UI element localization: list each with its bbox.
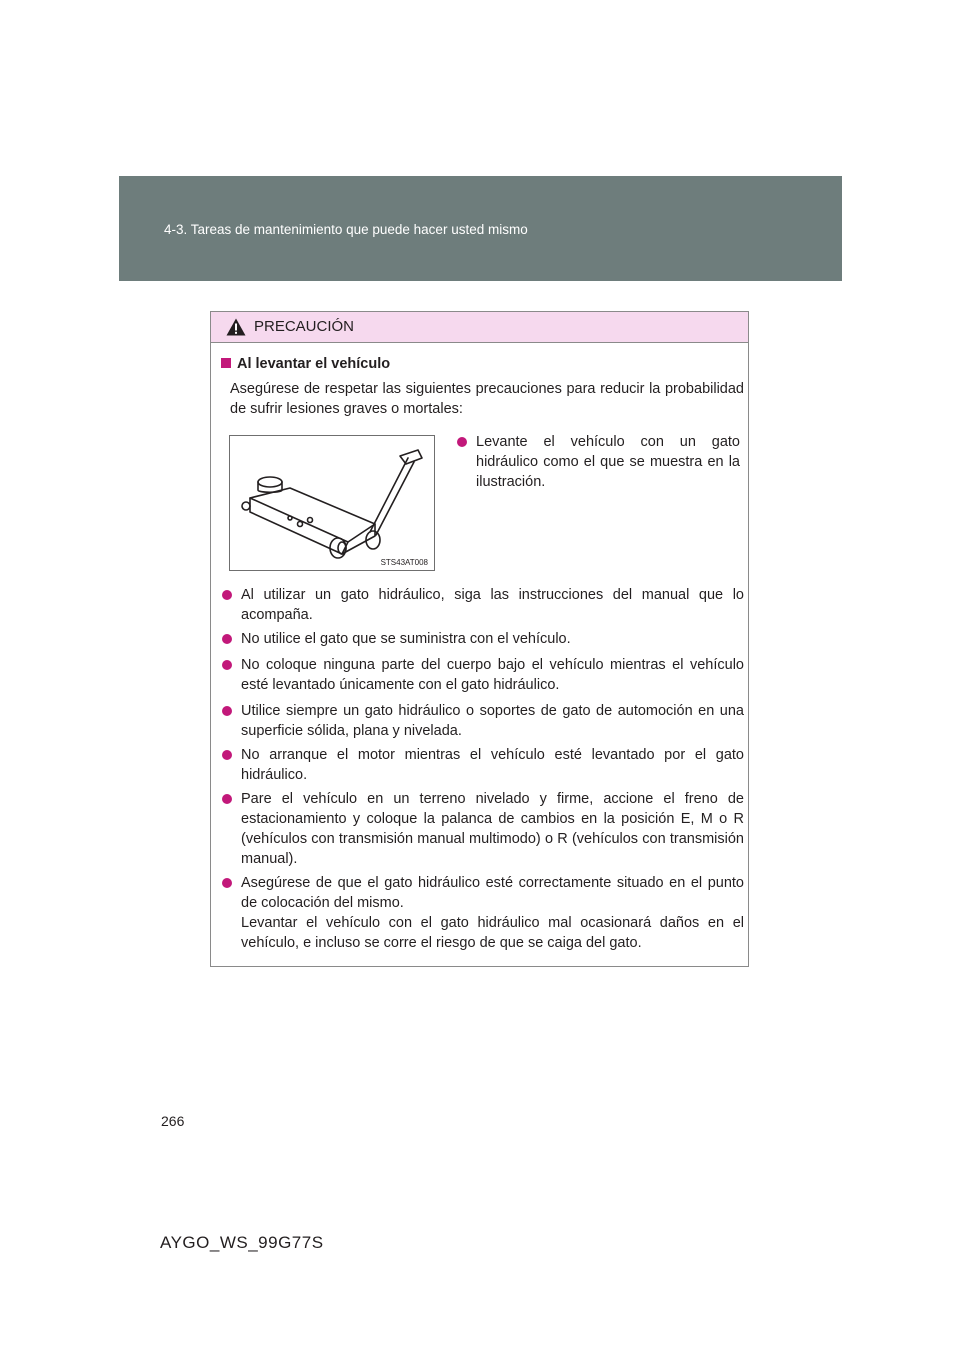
round-bullet-icon: [222, 660, 232, 670]
list-item: Asegúrese de que el gato hidráulico esté correctamente situado en el punto de colocación del mismo. Levantar el vehículo con el gato hidráulico mal ocasionará daños en el vehículo, e incluso se corre el riesgo de que se caiga del gato.: [222, 873, 744, 953]
caution-box: [210, 311, 749, 967]
round-bullet-icon: [222, 590, 232, 600]
list-item: No coloque ninguna parte del cuerpo bajo el vehículo mientras el vehículo esté levantado únicamente con el gato hidráulico.: [222, 655, 744, 695]
list-item: No utilice el gato que se suministra con el vehículo.: [222, 629, 744, 649]
caution-header: [211, 312, 748, 343]
list-item: No arranque el motor mientras el vehículo esté levantado por el gato hidráulico.: [222, 745, 744, 785]
list-item: Levante el vehículo con un gato hidráulico como el que se muestra en la ilustración.: [457, 432, 740, 492]
round-bullet-icon: [222, 706, 232, 716]
caution-title: PRECAUCIÓN: [254, 318, 355, 335]
page-number: 266: [161, 1113, 185, 1129]
section-heading: [221, 356, 390, 372]
round-bullet-icon: [222, 878, 232, 888]
chapter-title: 4-3. Tareas de mantenimiento que puede hacer usted mismo: [164, 222, 528, 237]
round-bullet-icon: [457, 437, 467, 447]
round-bullet-icon: [222, 794, 232, 804]
square-bullet-icon: [221, 358, 231, 368]
document-code: AYGO_WS_99G77S: [160, 1233, 324, 1252]
intro-paragraph: Asegúrese de respetar las siguientes precauciones para reducir la probabilidad de sufrir lesiones graves o mortales:: [230, 381, 744, 417]
hydraulic-jack-icon: [230, 436, 434, 570]
section-title: Al levantar el vehículo: [237, 356, 391, 372]
figure-label: STS43AT008: [380, 558, 428, 567]
list-item: Al utilizar un gato hidráulico, siga las instrucciones del manual que lo acompaña.: [222, 585, 744, 625]
list-item: Pare el vehículo en un terreno nivelado y firme, accione el freno de estacionamiento y coloque la palanca de cambios en la posición E, M o R (vehículos con transmisión manual multimodo) o R (vehículos con transmisión manual).: [222, 789, 744, 869]
round-bullet-icon: [222, 634, 232, 644]
jack-illustration: [229, 435, 435, 571]
list-item: Utilice siempre un gato hidráulico o soportes de gato de automoción en una superficie sólida, plana y nivelada.: [222, 701, 744, 741]
round-bullet-icon: [222, 750, 232, 760]
chapter-header: [119, 176, 842, 281]
warning-triangle-icon: [226, 318, 246, 336]
